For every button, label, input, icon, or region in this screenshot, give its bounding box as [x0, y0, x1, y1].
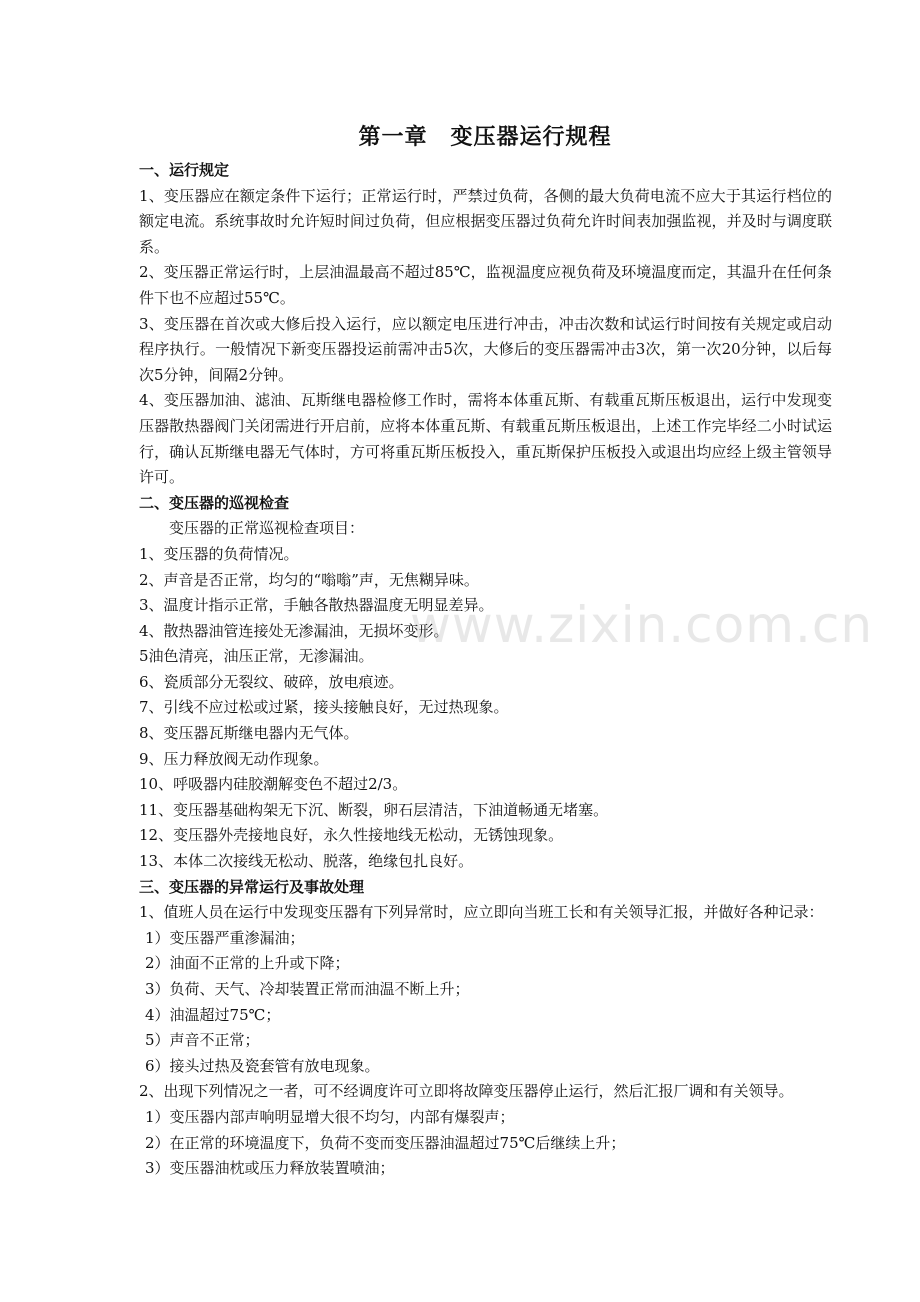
watermark: www.zixin.com.cn — [410, 596, 874, 654]
section-intro: 变压器的正常巡视检查项目： — [169, 519, 365, 538]
sub-list-item: 3）负荷、天气、冷却装置正常而油温不断上升； — [145, 980, 470, 998]
list-item: 2、声音是否正常，均匀的“嗡嗡”声，无焦糊异味。 — [139, 570, 479, 589]
paragraph: 1、值班人员在运行中发现变压器有下列异常时，应立即向当班工长和有关领导汇报，并做好各种记录： — [139, 903, 824, 922]
paragraph: 4、变压器加油、滤油、瓦斯继电器检修工作时，需将本体重瓦斯、有载重瓦斯压板退出，运行中发现变压器散热器阀门关闭需进行开启前，应将本体重瓦斯、有载重瓦斯压板退出，上述工作完毕经二小时试运行，确认瓦斯继电器无气体时，方可将重瓦斯压板投入，重瓦斯保护压板投入或退出均应经上级主管领导许可。 — [139, 391, 832, 487]
document-body — [139, 158, 832, 1182]
list-item: 8、变压器瓦斯继电器内无气体。 — [139, 724, 359, 743]
sub-list-item: 2）油面不正常的上升或下降； — [145, 954, 350, 973]
list-item: 6、瓷质部分无裂纹、破碎，放电痕迹。 — [139, 672, 404, 691]
list-item: 7、引线不应过松或过紧，接头接触良好，无过热现象。 — [139, 698, 509, 717]
chapter-title: 第一章 变压器运行规程 — [358, 124, 612, 150]
list-item: 3、温度计指示正常，手触各散热器温度无明显差异。 — [139, 596, 494, 615]
list-item: 4、散热器油管连接处无渗漏油，无损坏变形。 — [139, 621, 449, 640]
sub-list-item: 5）声音不正常； — [145, 1031, 260, 1050]
section-heading-abnormal-operation: 三、变压器的异常运行及事故处理 — [139, 877, 365, 896]
list-item: 12、变压器外壳接地良好，永久性接地线无松动，无锈蚀现象。 — [139, 826, 564, 845]
list-item: 10、呼吸器内硅胶潮解变色不超过2/3。 — [139, 775, 408, 794]
paragraph: 2、出现下列情况之一者，可不经调度许可立即将故障变压器停止运行，然后汇报厂调和有关领导。 — [139, 1082, 794, 1101]
sub-list-item: 1）变压器内部声响明显增大很不均匀，内部有爆裂声； — [145, 1107, 515, 1126]
list-item: 13、本体二次接线无松动、脱落，绝缘包扎良好。 — [139, 852, 474, 871]
list-item: 5油色清亮，油压正常，无渗漏油。 — [139, 647, 374, 666]
paragraph: 2、变压器正常运行时，上层油温最高不超过85℃，监视温度应视负荷及环境温度而定，其温升在任何条件下也不应超过55℃。 — [139, 263, 832, 307]
sub-list-item: 1）变压器严重渗漏油； — [145, 928, 305, 947]
list-item: 9、压力释放阀无动作现象。 — [139, 749, 329, 768]
sub-list-item: 4）油温超过75℃； — [145, 1005, 281, 1024]
list-item: 11、变压器基础构架无下沉、断裂，卵石层清洁，下油道畅通无堵塞。 — [139, 800, 609, 819]
sub-list-item: 6）接头过热及瓷套管有放电现象。 — [145, 1056, 380, 1075]
paragraph: 1、变压器应在额定条件下运行；正常运行时，严禁过负荷，各侧的最大负荷电流不应大于其运行档位的额定电流。系统事故时允许短时间过负荷，但应根据变压器过负荷允许时间表加强监视，并及时与调度联系。 — [139, 186, 832, 256]
list-item: 1、变压器的负荷情况。 — [139, 544, 299, 563]
paragraph: 3、变压器在首次或大修后投入运行，应以额定电压进行冲击，冲击次数和试运行时间按有关规定或启动程序执行。一般情况下新变压器投运前需冲击5次，大修后的变压器需冲击3次，第一次20分钟，以后每次5分钟，间隔2分钟。 — [139, 314, 832, 384]
sub-list-item: 3）变压器油枕或压力释放装置喷油； — [145, 1159, 395, 1178]
section-heading-inspection: 二、变压器的巡视检查 — [139, 493, 290, 512]
sub-list-item: 2）在正常的环境温度下，负荷不变而变压器油温超过75℃后继续上升； — [145, 1133, 626, 1152]
section-heading-operation-rules: 一、运行规定 — [139, 161, 230, 179]
